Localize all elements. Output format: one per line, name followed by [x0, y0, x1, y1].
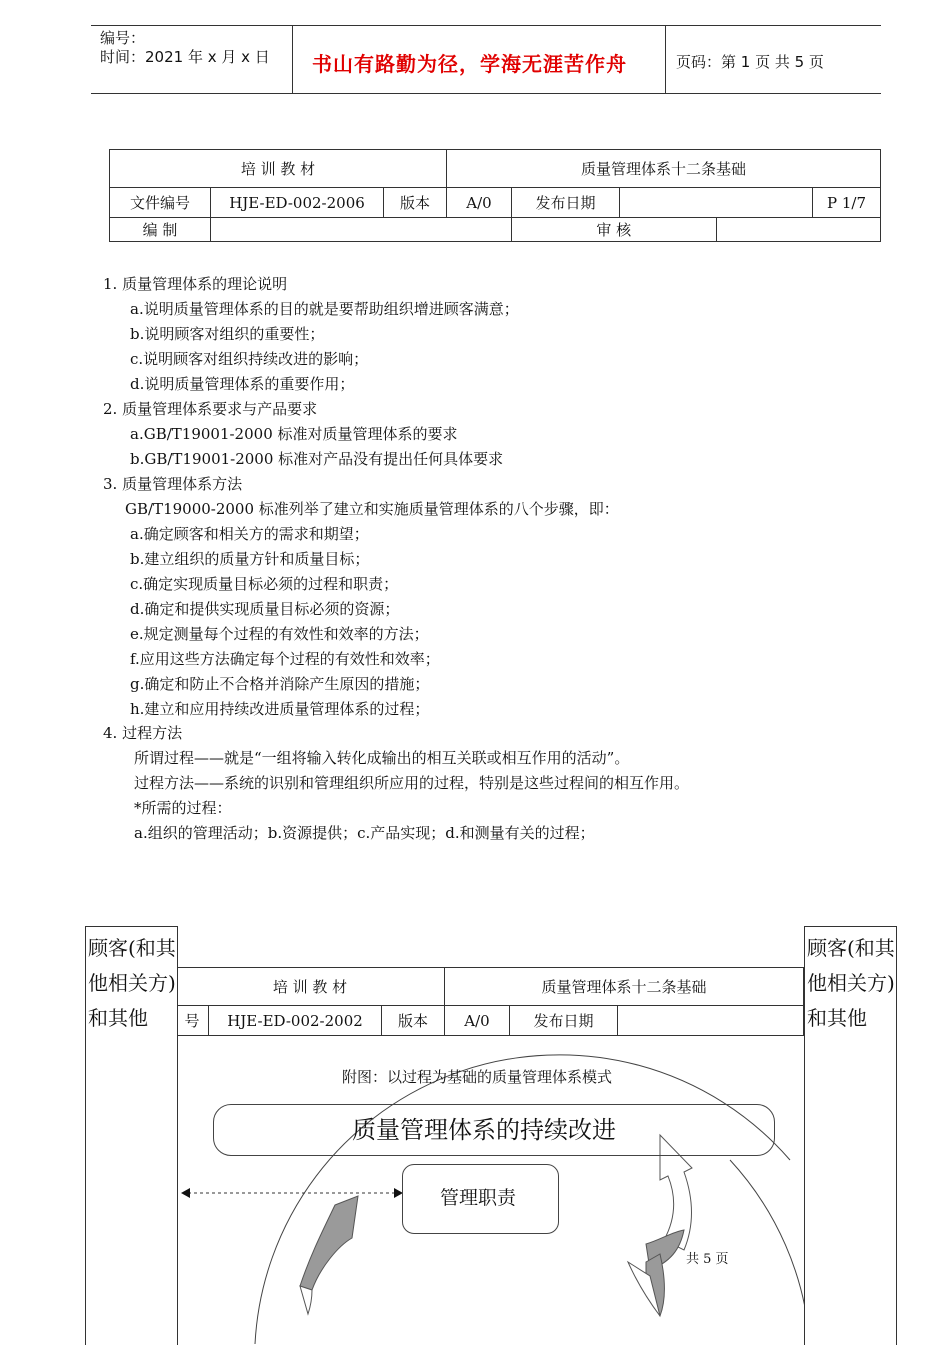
version-label: 版本 — [384, 188, 447, 218]
page-total: 共 5 页 — [686, 1252, 729, 1267]
paragraph-line: *所需的过程： — [134, 799, 232, 817]
category-cell: 培 训 教 材 — [176, 968, 445, 1006]
motto: 书山有路勤为径，学海无涯苦作舟 — [312, 52, 627, 76]
overlay-title-table — [176, 967, 804, 1036]
list-item: b.建立组织的质量方针和质量目标； — [130, 550, 370, 568]
list-item: g.确定和防止不合格并消除产生原因的措施； — [130, 675, 430, 693]
customer-label-left: 顾客(和其 他相关方) 和其他 — [88, 936, 176, 1030]
list-item: h.建立和应用持续改进质量管理体系的过程； — [130, 700, 430, 718]
doc-no-value: HJE-ED-002-2006 — [211, 188, 384, 218]
customer-box-left — [85, 926, 178, 1345]
figure-caption: 附图：以过程为基础的质量管理体系模式 — [342, 1068, 613, 1086]
section-heading: 2. 质量管理体系要求与产品要求 — [103, 400, 318, 418]
list-item: e.规定测量每个过程的有效性和效率的方法； — [130, 625, 429, 643]
paragraph-line: a.组织的管理活动；b.资源提供；c.产品实现；d.和测量有关的过程； — [134, 824, 595, 842]
continual-improvement-label: 质量管理体系的持续改进 — [352, 1116, 616, 1144]
list-item: f.应用这些方法确定每个过程的有效性和效率； — [130, 650, 440, 668]
process-circle-right — [730, 1160, 810, 1344]
serial-label: 编号： — [100, 29, 146, 47]
list-item: d.确定和提供实现质量目标必须的资源； — [130, 600, 400, 618]
version-value: A/0 — [447, 188, 512, 218]
release-date-value — [618, 1006, 804, 1036]
section-heading: 3. 质量管理体系方法 — [103, 475, 243, 493]
paragraph-line: 所谓过程——就是“一组将输入转化成输出的相互关联或相互作用的活动”。 — [134, 749, 630, 767]
list-item: c.确定实现质量目标必须的过程和职责； — [130, 575, 399, 593]
section-heading: 1. 质量管理体系的理论说明 — [103, 275, 288, 293]
flow-arrow-icon — [300, 1196, 358, 1290]
list-item: b.GB/T19001-2000 标准对产品没有提出任何具体要求 — [130, 450, 504, 468]
doc-no-label: 号 — [176, 1006, 209, 1036]
list-item: a.确定顾客和相关方的需求和期望； — [130, 525, 369, 543]
date-label: 时间：2021 年 x 月 x 日 — [100, 48, 270, 66]
page-number-cell: P 1/7 — [813, 188, 881, 218]
release-date-label: 发布日期 — [510, 1006, 618, 1036]
customer-box-right — [804, 926, 897, 1345]
release-date-label: 发布日期 — [512, 188, 620, 218]
paragraph-line: 过程方法——系统的识别和管理组织所应用的过程，特别是这些过程间的相互作用。 — [134, 774, 690, 792]
doc-title-cell: 质量管理体系十二条基础 — [445, 968, 804, 1006]
version-label: 版本 — [382, 1006, 445, 1036]
customer-label-right: 顾客(和其 他相关方) 和其他 — [807, 936, 895, 1030]
section-intro: GB/T19000-2000 标准列举了建立和实施质量管理体系的八个步骤，即： — [125, 500, 619, 518]
list-item: b.说明顾客对组织的重要性； — [130, 325, 325, 343]
page-info: 页码：第 1 页 共 5 页 — [676, 53, 824, 71]
flow-arrow-tip-icon — [300, 1286, 312, 1314]
version-value: A/0 — [445, 1006, 510, 1036]
review-label: 审 核 — [512, 218, 717, 242]
section-heading: 4. 过程方法 — [103, 724, 183, 742]
doc-title-cell: 质量管理体系十二条基础 — [447, 150, 881, 188]
doc-no-value: HJE-ED-002-2002 — [209, 1006, 382, 1036]
list-item: a.GB/T19001-2000 标准对质量管理体系的要求 — [130, 425, 458, 443]
list-item: a.说明质量管理体系的目的就是要帮助组织增进顾客满意； — [130, 300, 519, 318]
management-responsibility-label: 管理职责 — [440, 1187, 517, 1209]
category-cell: 培 训 教 材 — [110, 150, 447, 188]
doc-no-label: 文件编号 — [110, 188, 211, 218]
prepared-label: 编 制 — [110, 218, 211, 242]
list-item: c.说明顾客对组织持续改进的影响； — [130, 350, 369, 368]
list-item: d.说明质量管理体系的重要作用； — [130, 375, 355, 393]
arrow-head-left-icon — [181, 1188, 190, 1198]
